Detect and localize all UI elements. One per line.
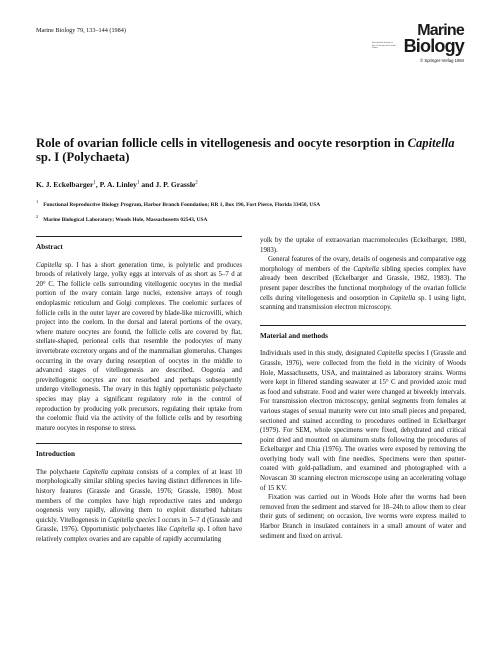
- right-column: [260, 236, 466, 541]
- body-paragraph: [260, 255, 466, 313]
- italic-run: Capitella species: [108, 516, 156, 524]
- journal-logo: [372, 22, 468, 66]
- text-run: The polychaete: [36, 468, 83, 476]
- author-affiliation-mark: 1: [136, 180, 140, 186]
- divider: [260, 325, 466, 326]
- affiliation-mark: 1: [36, 199, 39, 204]
- logo-title-line1: Marine: [417, 22, 464, 39]
- title-part1: Role of ovarian follicle cells in vitellogenesis and oocyte resorption in: [36, 136, 408, 150]
- affiliation-text: Functional Reproductive Biology Program, Harbor Branch Foundation; RR 1, Box 196, Fort Pierce, Florida 33450, USA: [43, 201, 321, 208]
- text-run: General features of the ovary, details of oogenesis and comparative egg morphology of members of the: [260, 256, 466, 273]
- abstract-heading: Abstract: [36, 243, 63, 251]
- introduction-heading: Introduction: [36, 450, 76, 459]
- abstract-italic: Capitella: [36, 261, 62, 269]
- text-run: consists of a complex of at least 10 morphologically similar sibling species having distinct differences in life-history features (Grassle and Grassle, 1976; Grassle, 1980). Most members of the complex have high reproductive rates and undergo oogenesis very rapidly, allowing them to exploit disturbed habitats quickly. Vitellogenesis in: [36, 468, 242, 524]
- text-run: species I (Grassle and Grassle, 1976), were collected from the field in the vicinity of Woods Hole, Massachusetts, USA, and maintained as laboratory strains. Worms were kept in filtered standing seawater at 15° C and provided azoic mud as food and substrate. Food and water were changed at biweekly intervals. For transmission electron microscopy, genital segments from females at various stages of sexual maturity were cut into small pieces and prepared, sectioned and stained according to procedures outlined in Eckelbarger (1979). For SEM, whole specimens were fixed, dehydrated and critical point dried and mounted on aluminum stubs following the procedures of Eckelbarger and Chia (1976). The ovaries were exposed by removing the overlying body wall with fine needles. Specimens were then sputter-coated with gold-palladium, and examined and photographed with a Novascan 30 scanning electron microscope using an accelerating voltage of 15 KV.: [260, 350, 466, 492]
- title-part2: sp. I (Polychaeta): [36, 150, 130, 164]
- affiliation-text: Marine Biological Laboratory; Woods Hole, Massachusetts 02543, USA: [43, 216, 208, 223]
- introduction-paragraph: [36, 468, 242, 545]
- journal-reference: Marine Biology 79, 133–144 (1984): [36, 27, 126, 34]
- affiliation-mark: 2: [36, 213, 39, 219]
- italic-run: Capitella: [353, 265, 379, 273]
- author-name: J. P. Grassle: [155, 180, 196, 189]
- title-italic: Capitella: [407, 136, 455, 150]
- left-column: [36, 236, 242, 545]
- author-separator: and: [139, 180, 156, 189]
- italic-run: Capitella: [389, 294, 416, 302]
- italic-run: Capitella capitata: [82, 468, 134, 476]
- text-run: sp. I often have relatively complex ovaries and are capable of rapidly accumulating: [36, 526, 242, 544]
- article-title: [36, 136, 456, 164]
- italic-run: Capitella: [169, 526, 195, 534]
- affiliations: [36, 196, 476, 226]
- methods-paragraph: Fixation was carried out in Woods Hole after the worms had been removed from the sediment and starved for 18–24h to allow them to clear their guts of sediment; on occasion, live worms were express mailed to Harbor Branch in insulated containers in a small amount of water and sediment and fixed on arrival.: [260, 494, 466, 540]
- copyright-notice: © Springer-Verlag 1984: [420, 58, 464, 63]
- author-affiliation-mark: 1: [93, 180, 96, 186]
- text-run: sp. I using light, scanning and transmission electron microscopy.: [260, 294, 466, 312]
- text-run: sibling species complex have already been described (Eckelbarger and Grassle, 1982, 1983). The present paper describes the functional morphology of the ovarian follicle cells during vitellogenesis and oosorption in: [260, 265, 466, 302]
- methods-paragraph: [260, 349, 466, 493]
- author-separator: ,: [95, 180, 100, 189]
- author-affiliation-mark: 2: [195, 180, 198, 186]
- affiliation: [36, 196, 476, 211]
- divider: [36, 443, 242, 444]
- italic-run: Capitella: [377, 350, 403, 358]
- logo-title-line2: Biology: [403, 36, 464, 56]
- abstract-body: sp. I has a short generation time, is polytelic and produces broods of relatively large, yolky eggs at intervals of as short as 5–7 d at 20° C. The follicle cells surrounding vitellogenic oocytes in the medial portion of the ovary contain large nuclei, extensive arrays of rough endoplasmic reticulum and Golgi complexes. The coelomic surfaces of follicle cells in the outer layer are covered by blade-like microvilli, which project into the coelom. In the dorsal and lateral portions of the ovary, where mature oocytes are found, the follicle cells are covered by flat, stellate-shaped, perioneal cells that resemble the podocytes of many invertebrate excretory organs and of the mammalian glomerulus. Changes occurring in the ovary during resorption of oocytes in the middle to advanced stages of vitellogenesis are described. Oogonia and previtellogenic oocytes are not resorbed and perhaps subsequently undergo vitellogenesis. The ovary in this highly opportunistic polychaete species may play a significant regulatory role in the control of reproduction by producing yolk precursors, regulating their uptake from the coelomic fluid via the activity of the follicle cells and by resorbing mature oocytes in response to stress.: [36, 261, 242, 432]
- text-run: Individuals used in this study, designated: [260, 350, 377, 358]
- author-list: [36, 180, 198, 189]
- text-run: I occurs in 5–7 d (Grassle and Grassle, 1976). Opportunistic polychaetes like: [36, 516, 242, 534]
- author-name: K. J. Eckelbarger: [36, 180, 94, 189]
- continuation-paragraph: yolk by the uptake of extraovarian macromolecules (Eckelbarger, 1980, 1983).: [260, 237, 466, 254]
- logo-fine-print: International Journal on Life in Oceans and Coastal Waters: [372, 42, 396, 50]
- author-name: P. A. Linley: [99, 180, 137, 189]
- abstract-text: [36, 261, 242, 434]
- divider: [36, 236, 242, 237]
- methods-heading: Material and methods: [260, 331, 328, 340]
- affiliation: [36, 211, 476, 226]
